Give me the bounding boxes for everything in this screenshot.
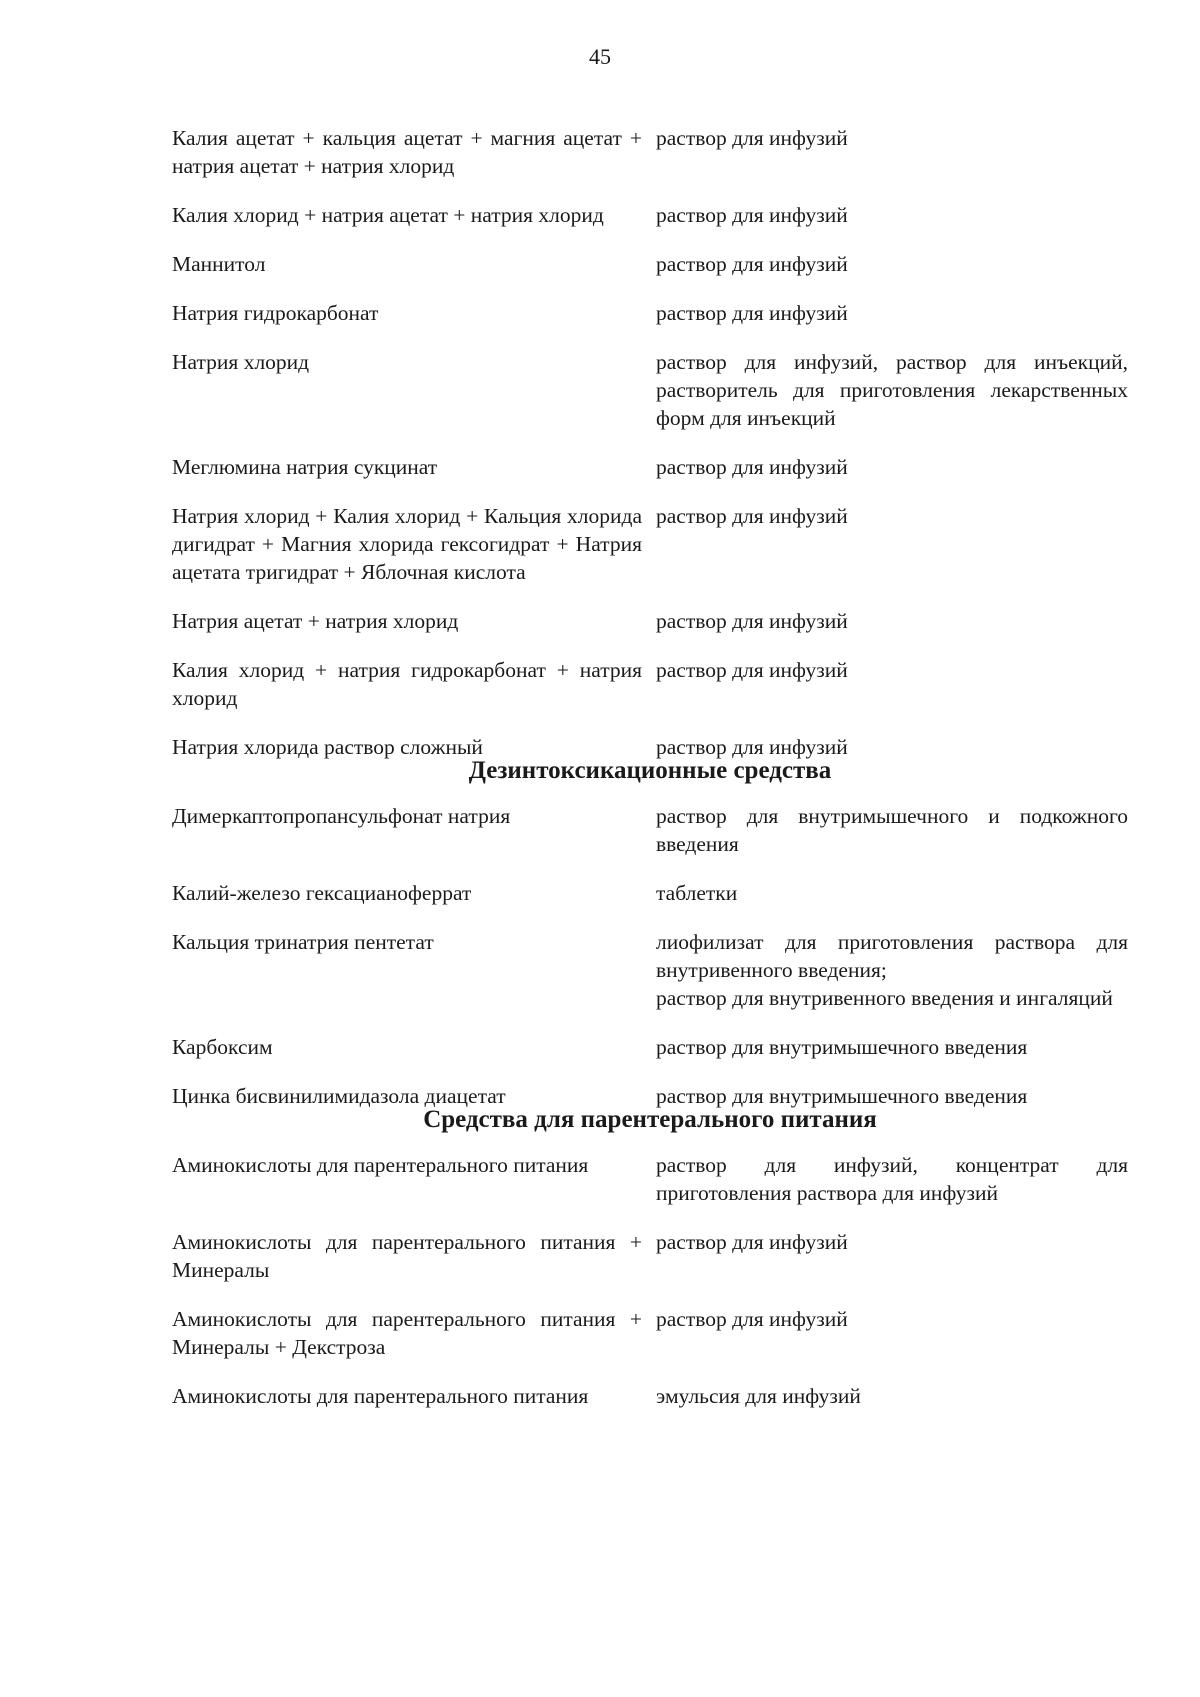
dosage-form [656,453,1128,481]
dosage-form-line: раствор для инфузий [656,203,848,227]
dosage-form-line: раствор для инфузий [656,126,848,150]
dosage-form-line: таблетки [656,881,738,905]
dosage-form [656,201,1128,229]
dosage-form [656,1382,1128,1410]
table-row [172,201,1128,229]
section [172,124,1128,761]
drug-name: Аминокислоты для парентерального питания [172,1153,589,1177]
drug-name: Натрия ацетат + натрия хлорид [172,609,459,633]
dosage-form-line: раствор для инфузий, раствор для инъекций, растворитель для приготовления лекарственных форм для инъекций [656,350,1128,430]
dosage-form [656,124,1128,152]
dosage-form-line: раствор для инфузий [656,1230,848,1254]
dosage-form-line: раствор для внутримышечного введения [656,1035,1028,1059]
table-row [172,502,1128,586]
table-row [172,124,1128,180]
dosage-form [656,299,1128,327]
dosage-form-line: раствор для инфузий [656,609,848,633]
drug-name: Натрия хлорид [172,350,310,374]
dosage-form-line: раствор для инфузий [656,658,848,682]
table-row [172,1305,1128,1361]
table-row [172,250,1128,278]
dosage-form [656,348,1128,432]
dosage-form-line: лиофилизат для приготовления раствора для внутривенного введения; [656,930,1128,982]
drug-name: Натрия хлорид + Калия хлорид + Кальция хлорида дигидрат + Магния хлорида гексогидрат + Натрия ацетата тригидрат + Яблочная кислота [172,504,642,584]
drug-name: Аминокислоты для парентерального питания [172,1384,589,1408]
drug-name: Маннитол [172,252,266,276]
dosage-form-line: раствор для инфузий [656,504,848,528]
dosage-form-line: раствор для инфузий [656,455,848,479]
drug-name: Калия хлорид + натрия ацетат + натрия хлорид [172,203,604,227]
drug-name: Калий-железо гексацианоферрат [172,881,472,905]
table-row [172,1382,1128,1410]
dosage-form-line: раствор для внутривенного введения и ингаляций [656,986,1113,1010]
table-row [172,656,1128,712]
dosage-form-line: раствор для инфузий [656,735,848,759]
dosage-form-line: раствор для внутримышечного введения [656,1084,1028,1108]
section [172,755,1128,1110]
table-row [172,607,1128,635]
drug-list [172,124,1128,1410]
dosage-form [656,928,1128,1012]
drug-name: Кальция тринатрия пентетат [172,930,434,954]
dosage-form [656,250,1128,278]
dosage-form [656,802,1128,858]
dosage-form-line: раствор для инфузий, концентрат для приготовления раствора для инфузий [656,1153,1128,1205]
section-heading: Дезинтоксикационные средства [468,757,832,784]
dosage-form-line: раствор для инфузий [656,301,848,325]
dosage-form-line: раствор для инфузий [656,252,848,276]
table-row [172,802,1128,858]
drug-name: Карбоксим [172,1035,273,1059]
drug-name: Димеркаптопропансульфонат натрия [172,804,511,828]
drug-name: Аминокислоты для парентерального питания + Минералы [172,1230,642,1282]
drug-name: Цинка бисвинилимидазола диацетат [172,1084,506,1108]
table-row [172,1033,1128,1061]
drug-name: Натрия хлорида раствор сложный [172,735,483,759]
table-row [172,1228,1128,1284]
table-row [172,928,1128,1012]
drug-name: Аминокислоты для парентерального питания + Минералы + Декстроза [172,1307,642,1359]
dosage-form [656,502,1128,530]
page-number: 45 [589,44,611,69]
drug-name: Натрия гидрокарбонат [172,301,379,325]
dosage-form-line: раствор для внутримышечного и подкожного введения [656,804,1128,856]
dosage-form [656,1151,1128,1207]
drug-name: Меглюмина натрия сукцинат [172,455,438,479]
dosage-form [656,656,1128,684]
table-row [172,453,1128,481]
dosage-form [656,1033,1128,1061]
dosage-form [656,1228,1128,1256]
dosage-form [656,607,1128,635]
dosage-form-line: раствор для инфузий [656,1307,848,1331]
dosage-form-line: эмульсия для инфузий [656,1384,861,1408]
section-heading: Средства для парентерального питания [423,1106,877,1133]
table-row [172,1151,1128,1207]
table-row [172,299,1128,327]
table-row [172,879,1128,907]
drug-name: Калия ацетат + кальция ацетат + магния ацетат + натрия ацетат + натрия хлорид [172,126,642,178]
dosage-form [656,879,1128,907]
drug-name: Калия хлорид + натрия гидрокарбонат + натрия хлорид [172,658,642,710]
section [172,1104,1128,1410]
dosage-form [656,1305,1128,1333]
table-row [172,348,1128,432]
